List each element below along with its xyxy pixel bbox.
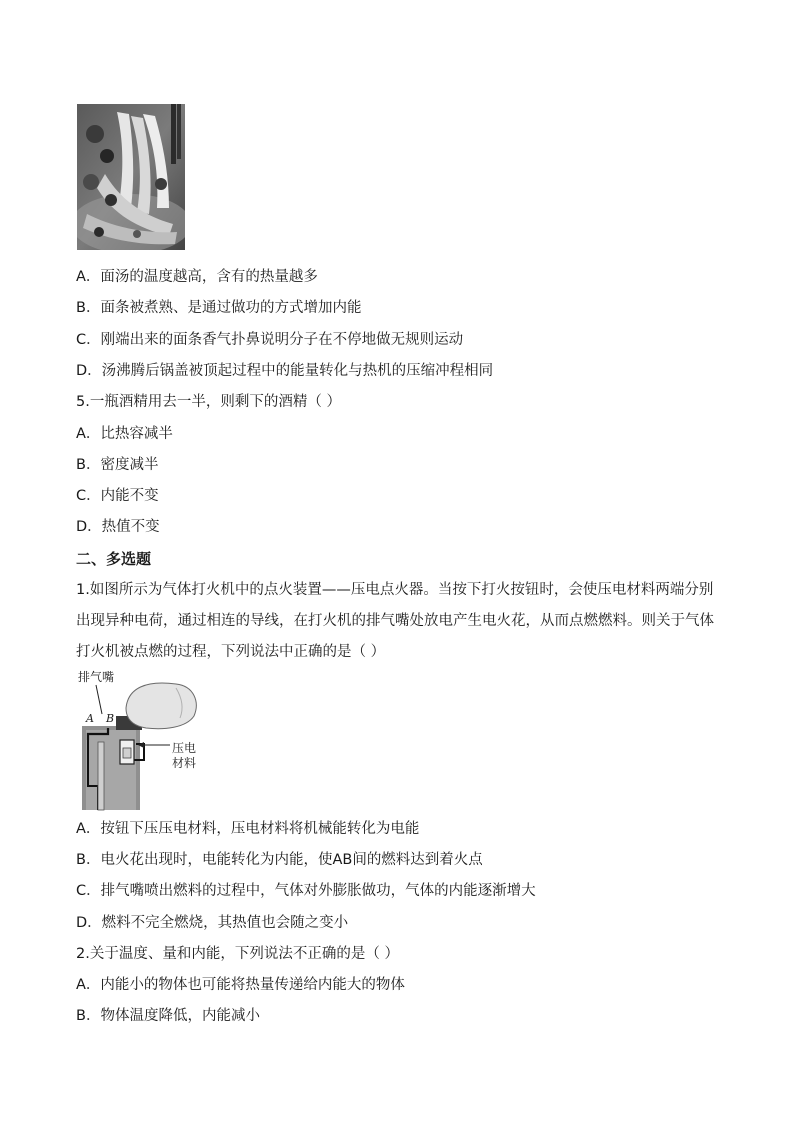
q4-option-a: A．面汤的温度越高，含有的热量越多 xyxy=(76,269,318,285)
q5-option-a: A．比热容减半 xyxy=(76,426,173,442)
lighter-diagram xyxy=(76,668,216,812)
m1-stem-line-1: 1.如图所示为气体打火机中的点火装置——压电点火器。当按下打火按钮时，会使压电材料两端分别 xyxy=(76,582,714,598)
m1-option-b: B．电火花出现时，电能转化为内能，使AB间的燃料达到着火点 xyxy=(76,852,483,868)
section-title: 二、多选题 xyxy=(76,550,152,568)
q4-option-d: D．汤沸腾后锅盖被顶起过程中的能量转化与热机的压缩冲程相同 xyxy=(76,363,494,379)
q5-option-d: D．热值不变 xyxy=(76,519,160,535)
label-b: B xyxy=(106,712,115,725)
noodle-photo xyxy=(77,104,185,250)
q5-stem: 5.一瓶酒精用去一半，则剩下的酒精（ ） xyxy=(76,394,341,410)
m1-stem-line-2: 出现异种电荷，通过相连的导线，在打火机的排气嘴处放电产生电火花，从而点燃燃料。则关于气体 xyxy=(76,613,714,629)
label-piezo-1: 压电 xyxy=(172,741,197,755)
q5-option-b: B．密度减半 xyxy=(76,457,159,473)
label-nozzle: 排气嘴 xyxy=(78,670,115,684)
m2-option-b: B．物体温度降低，内能减小 xyxy=(76,1008,260,1024)
q4-option-b: B．面条被煮熟、是通过做功的方式增加内能 xyxy=(76,300,362,316)
m1-option-a: A．按钮下压压电材料，压电材料将机械能转化为电能 xyxy=(76,821,420,837)
m1-option-d: D．燃料不完全燃烧，其热值也会随之变小 xyxy=(76,915,349,931)
q5-option-c: C．内能不变 xyxy=(76,488,159,504)
m1-option-c: C．排气嘴喷出燃料的过程中，气体对外膨胀做功，气体的内能逐渐增大 xyxy=(76,883,536,899)
q4-option-c: C．刚端出来的面条香气扑鼻说明分子在不停地做无规则运动 xyxy=(76,332,464,348)
m2-option-a: A．内能小的物体也可能将热量传递给内能大的物体 xyxy=(76,977,405,993)
m1-stem-line-3: 打火机被点燃的过程，下列说法中正确的是（ ） xyxy=(76,644,386,660)
label-piezo-2: 材料 xyxy=(172,756,197,770)
m2-stem: 2.关于温度、量和内能，下列说法不正确的是（ ） xyxy=(76,946,399,962)
label-a: A xyxy=(86,712,94,725)
